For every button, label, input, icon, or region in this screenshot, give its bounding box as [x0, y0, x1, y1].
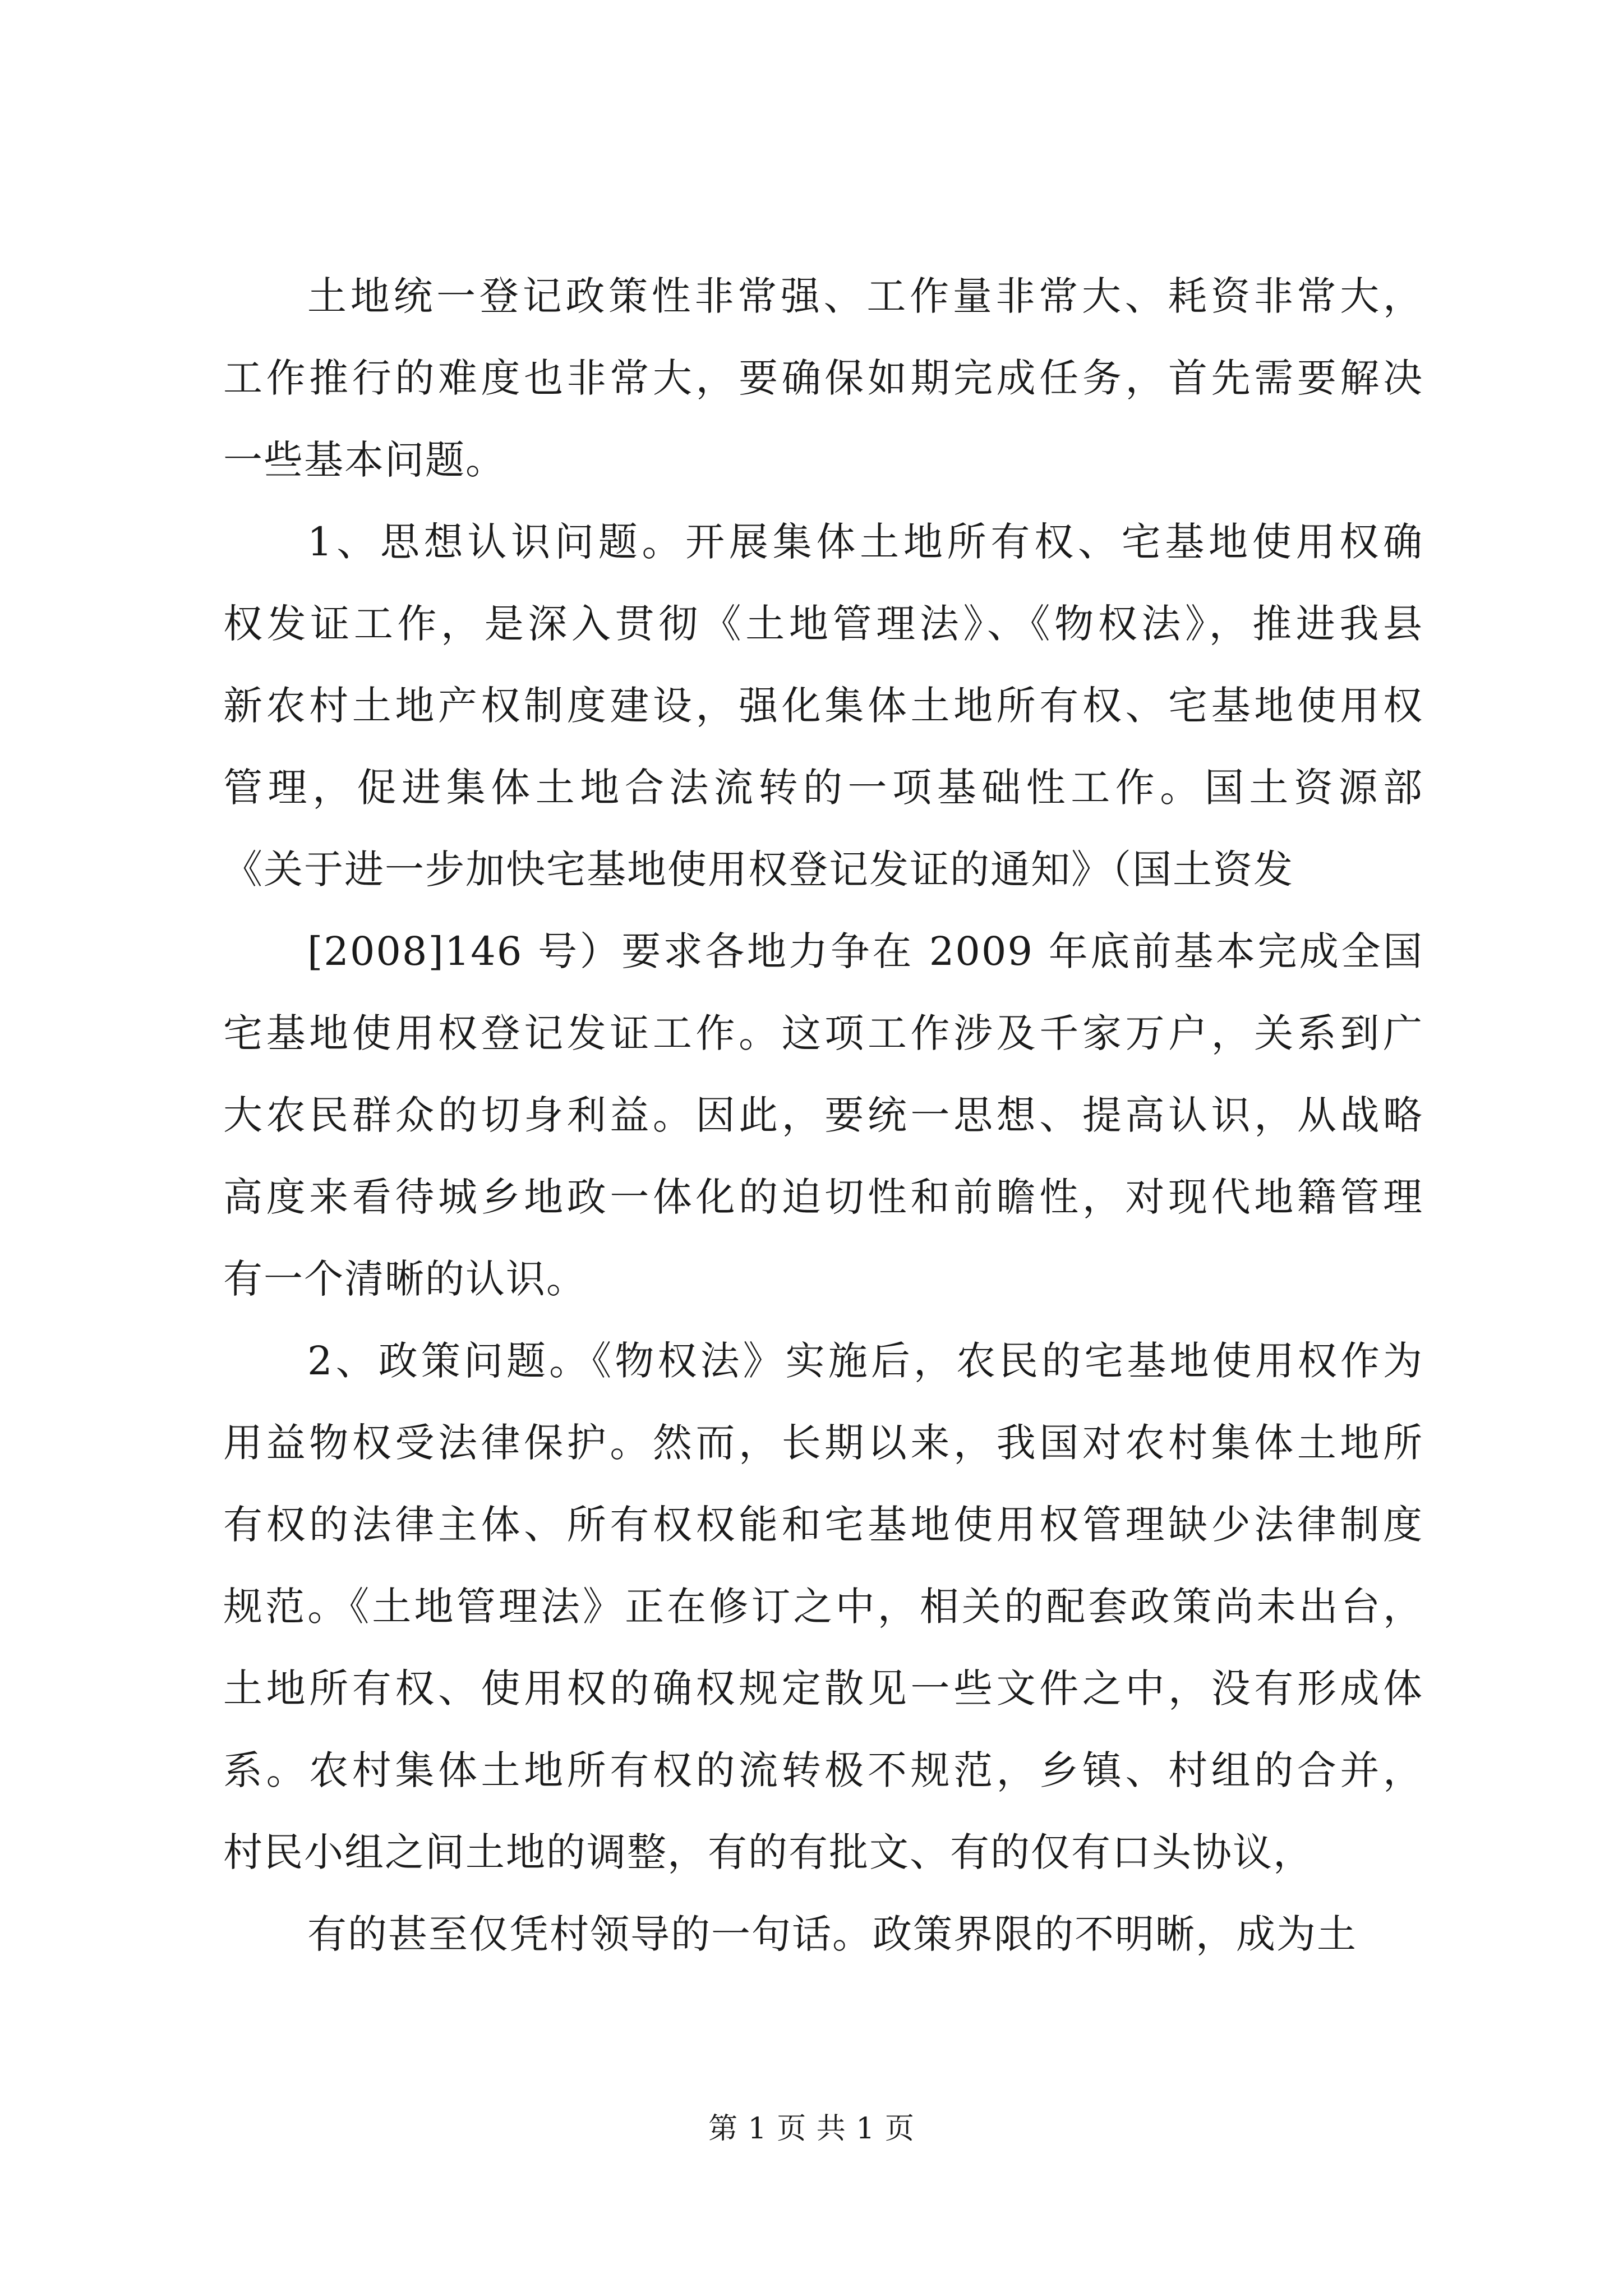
text-line: 一些基本问题。 [223, 437, 506, 483]
text-line: 新农村土地产权制度建设，强化集体土地所有权、宅基地使用权 [223, 683, 1423, 729]
text-line: 工作推行的难度也非常大，要确保如期完成任务，首先需要解决 [223, 355, 1423, 401]
text-line: 权发证工作，是深入贯彻《土地管理法》、《物权法》，推进我县 [223, 601, 1423, 647]
text-line: [2008]146 号）要求各地力争在 2009 年底前基本完成全国 [307, 928, 1423, 974]
text-line: 用益物权受法律保护。然而，长期以来，我国对农村集体土地所 [223, 1420, 1423, 1466]
text-line: 系。农村集体土地所有权的流转极不规范，乡镇、村组的合并， [223, 1747, 1423, 1793]
text-line: 土地统一登记政策性非常强、工作量非常大、耗资非常大， [307, 273, 1423, 319]
text-line: 高度来看待城乡地政一体化的迫切性和前瞻性，对现代地籍管理 [223, 1174, 1423, 1220]
page-footer: 第 1 页 共 1 页 [708, 2112, 915, 2146]
document-body [223, 255, 1423, 1975]
text-line: 有权的法律主体、所有权权能和宅基地使用权管理缺少法律制度 [223, 1502, 1423, 1548]
text-line: 大农民群众的切身利益。因此，要统一思想、提高认识，从战略 [223, 1092, 1423, 1138]
text-line: 《关于进一步加快宅基地使用权登记发证的通知》（国土资发 [223, 846, 1294, 892]
text-line: 土地所有权、使用权的确权规定散见一些文件之中，没有形成体 [223, 1665, 1423, 1711]
text-line: 1、思想认识问题。开展集体土地所有权、宅基地使用权确 [307, 519, 1423, 565]
text-line: 规范。《土地管理法》正在修订之中，相关的配套政策尚未出台， [223, 1584, 1423, 1630]
text-line: 有的甚至仅凭村领导的一句话。政策界限的不明晰，成为土 [307, 1911, 1357, 1957]
text-line: 宅基地使用权登记发证工作。这项工作涉及千家万户，关系到广 [223, 1010, 1423, 1056]
text-line: 村民小组之间土地的调整，有的有批文、有的仅有口头协议， [223, 1829, 1313, 1875]
text-line: 2、政策问题。《物权法》实施后，农民的宅基地使用权作为 [307, 1338, 1423, 1384]
text-line: 有一个清晰的认识。 [223, 1256, 587, 1302]
text-line: 管理，促进集体土地合法流转的一项基础性工作。国土资源部 [223, 765, 1423, 811]
